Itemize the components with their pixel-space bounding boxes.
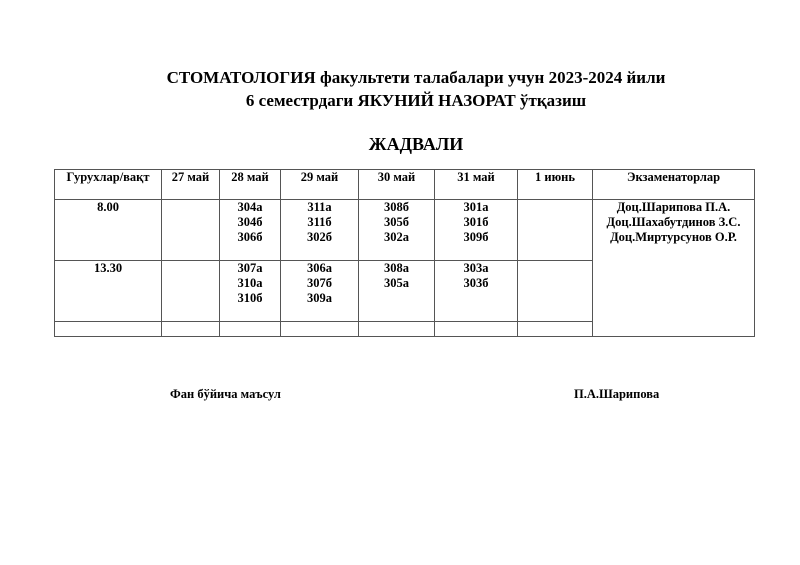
- group-code: 308а: [384, 261, 409, 275]
- examiner-name: Доц.Шарипова П.А.: [616, 200, 731, 214]
- group-cell: [281, 261, 359, 322]
- time-cell: 8.00: [55, 200, 162, 261]
- group-code: 311б: [307, 215, 332, 229]
- group-code: 307б: [307, 276, 332, 290]
- group-cell: [281, 200, 359, 261]
- header-examiners: Экзаменаторлар: [593, 170, 755, 200]
- group-code: 307а: [237, 261, 263, 275]
- group-cell: [162, 261, 220, 322]
- header-may-31: 31 май: [435, 170, 518, 200]
- empty-cell: [162, 322, 220, 337]
- examiner-name: Доц.Миртурсунов О.Р.: [610, 230, 737, 244]
- group-cell: [359, 200, 435, 261]
- document-title-line-1: СТОМАТОЛОГИЯ факультети талабалари учун 2023-2024 йили: [166, 68, 666, 87]
- header-june-1: 1 июнь: [518, 170, 593, 200]
- empty-cell: [220, 322, 281, 337]
- group-code: 302а: [384, 230, 409, 244]
- group-code: 309а: [307, 291, 332, 305]
- group-code: 308б: [384, 200, 409, 214]
- document-title-schedule: ЖАДВАЛИ: [368, 134, 464, 154]
- group-cell: [359, 261, 435, 322]
- responsible-label: Фан бўйича маъсул: [170, 387, 281, 401]
- group-cell: [435, 200, 518, 261]
- group-cell: [435, 261, 518, 322]
- group-code: 306б: [237, 230, 263, 244]
- table-header-row: [55, 170, 755, 200]
- header-groups-time: Гурухлар/вақт: [55, 170, 162, 200]
- group-cell: [162, 200, 220, 261]
- time-cell: 13.30: [55, 261, 162, 322]
- header-may-27: 27 май: [162, 170, 220, 200]
- exam-schedule-table: [54, 169, 755, 337]
- group-code: 303б: [463, 276, 489, 290]
- group-code: 304а: [237, 200, 263, 214]
- group-code: 304б: [237, 215, 263, 229]
- group-code: 310б: [237, 291, 263, 305]
- empty-cell: [55, 322, 162, 337]
- header-may-29: 29 май: [281, 170, 359, 200]
- group-code: 301б: [463, 215, 489, 229]
- empty-cell: [281, 322, 359, 337]
- group-cell: [518, 261, 593, 322]
- group-code: 309б: [463, 230, 489, 244]
- group-cell: [220, 200, 281, 261]
- group-code: 311а: [307, 200, 332, 214]
- group-code: 305а: [384, 276, 409, 290]
- empty-cell: [518, 322, 593, 337]
- group-code: 305б: [384, 215, 409, 229]
- header-may-28: 28 май: [220, 170, 281, 200]
- group-code: 301а: [463, 200, 489, 214]
- group-code: 303а: [463, 261, 489, 275]
- group-cell: [220, 261, 281, 322]
- document-title-line-2: 6 семестрдаги ЯКУНИЙ НАЗОРАТ ўтқазиш: [245, 91, 587, 110]
- header-may-30: 30 май: [359, 170, 435, 200]
- examiners-cell: [593, 200, 755, 337]
- responsible-signatory: П.А.Шарипова: [574, 387, 660, 401]
- examiner-name: Доц.Шахабутдинов З.С.: [606, 215, 741, 229]
- empty-cell: [435, 322, 518, 337]
- group-code: 306а: [307, 261, 332, 275]
- group-cell: [518, 200, 593, 261]
- table-row: [55, 200, 755, 261]
- group-code: 302б: [307, 230, 332, 244]
- group-code: 310а: [237, 276, 263, 290]
- empty-cell: [359, 322, 435, 337]
